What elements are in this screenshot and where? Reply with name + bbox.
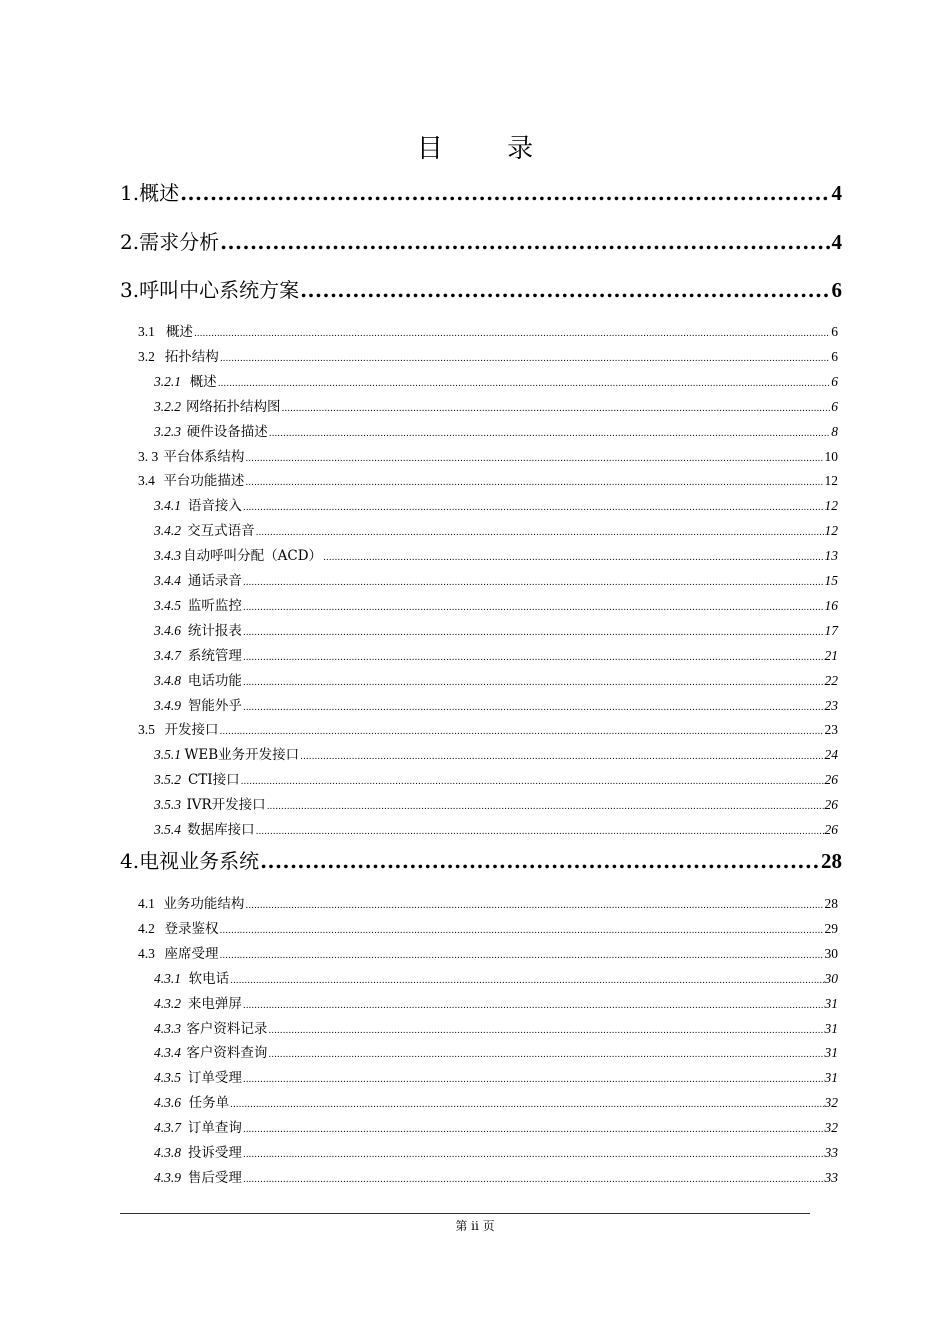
toc-entry-title: IVR开发接口 xyxy=(186,797,266,814)
toc-entry-title: 硬件设备描述 xyxy=(186,423,268,440)
toc-entry-level-3[interactable] xyxy=(154,1091,838,1111)
toc-entry-number: 4. xyxy=(120,849,140,873)
toc-leader-dots xyxy=(243,628,824,638)
toc-entry-title: 软电话 xyxy=(188,970,230,987)
toc-entry-title: 语音接入 xyxy=(187,498,242,515)
toc-entry-number: 1. xyxy=(120,181,140,205)
toc-entry-level-3[interactable] xyxy=(154,1041,838,1061)
toc-entry-number: 4.3.7 xyxy=(154,1120,181,1136)
toc-entry-title: 订单受理 xyxy=(187,1070,242,1087)
toc-entry-level-3[interactable] xyxy=(154,967,838,987)
toc-leader-dots xyxy=(243,1150,824,1160)
toc-entry-page-number: 31 xyxy=(824,995,838,1011)
toc-entry-title: 呼叫中心系统方案 xyxy=(139,278,300,302)
toc-entry-title: 监听监控 xyxy=(187,597,242,614)
toc-entry-level-1[interactable] xyxy=(120,845,842,874)
toc-entry-page-number: 26 xyxy=(824,822,838,837)
toc-entry-level-1[interactable] xyxy=(120,274,842,303)
toc-leader-dots xyxy=(323,553,823,563)
toc-entry-level-3[interactable] xyxy=(154,619,838,639)
toc-entry-page-number: 32 xyxy=(824,1120,838,1136)
toc-entry-page-number: 10 xyxy=(824,448,838,464)
toc-entry-number: 4.3.2 xyxy=(154,995,181,1011)
toc-entry-level-3[interactable] xyxy=(154,992,838,1012)
toc-entry-title: CTI接口 xyxy=(187,772,240,789)
toc-entry-page-number: 12 xyxy=(824,523,838,539)
toc-entry-level-3[interactable] xyxy=(154,395,838,415)
toc-entry-number: 4.3.6 xyxy=(154,1095,181,1111)
toc-entry-page-number: 6 xyxy=(831,348,838,364)
toc-entry-page-number: 31 xyxy=(824,1020,838,1036)
toc-entry-level-3[interactable] xyxy=(154,1166,838,1186)
toc-entry-level-3[interactable] xyxy=(154,1066,838,1086)
toc-entry-title: 来电弹屏 xyxy=(187,995,242,1012)
toc-entry-title: 投诉受理 xyxy=(187,1145,242,1161)
toc-entry-level-2[interactable] xyxy=(138,445,838,465)
toc-entry-level-3[interactable] xyxy=(154,594,838,614)
toc-entry-level-3[interactable] xyxy=(154,793,838,813)
toc-entry-title: 自动呼叫分配（ACD） xyxy=(183,548,323,565)
toc-leader-dots xyxy=(220,230,830,254)
toc-entry-number: 4.3.4 xyxy=(154,1045,181,1061)
toc-entry-title: 售后受理 xyxy=(187,1169,242,1186)
toc-entry-page-number: 33 xyxy=(824,1169,838,1185)
toc-entry-title: 拓扑结构 xyxy=(164,348,219,365)
toc-entry-level-2[interactable] xyxy=(138,345,838,365)
toc-entry-page-number: 23 xyxy=(824,722,838,738)
toc-entry-title: 订单查询 xyxy=(187,1120,242,1137)
toc-leader-dots xyxy=(243,1075,824,1085)
toc-entry-level-3[interactable] xyxy=(154,669,838,689)
toc-entry-title: 通话录音 xyxy=(187,573,242,589)
toc-entry-level-3[interactable] xyxy=(154,420,838,440)
toc-entry-title: 概述 xyxy=(189,373,217,390)
toc-entry-page-number: 13 xyxy=(824,548,838,564)
toc-entry-page-number: 33 xyxy=(824,1145,838,1160)
toc-leader-dots xyxy=(241,777,824,787)
toc-leader-dots xyxy=(243,1125,824,1135)
toc-entry-number: 3.5.4 xyxy=(154,822,181,837)
toc-leader-dots xyxy=(300,752,823,762)
toc-leader-dots xyxy=(256,827,824,837)
toc-entry-page-number: 4 xyxy=(831,181,842,205)
toc-entry-page-number: 6 xyxy=(831,398,838,414)
toc-entry-number: 4.3.8 xyxy=(154,1145,181,1160)
toc-leader-dots xyxy=(243,1001,824,1011)
toc-entry-level-3[interactable] xyxy=(154,1116,838,1136)
toc-leader-dots xyxy=(180,181,830,205)
toc-entry-page-number: 23 xyxy=(824,697,838,713)
toc-entry-number: 3. 3 xyxy=(138,448,159,464)
toc-leader-dots xyxy=(243,1175,824,1185)
toc-entry-title: 需求分析 xyxy=(139,230,220,254)
toc-entry-number: 3.2 xyxy=(138,348,155,364)
toc-entry-level-2[interactable] xyxy=(138,942,838,962)
toc-entry-page-number: 31 xyxy=(824,1070,838,1086)
toc-entry-page-number: 4 xyxy=(831,230,842,254)
toc-entry-level-2[interactable] xyxy=(138,892,838,912)
toc-leader-dots xyxy=(243,503,824,513)
toc-entry-title: 座席受理 xyxy=(164,945,219,962)
toc-entry-number: 3.2.1 xyxy=(154,373,181,389)
toc-leader-dots xyxy=(256,528,824,538)
toc-entry-number: 4.3 xyxy=(138,945,155,961)
toc-leader-dots xyxy=(245,478,823,488)
toc-entry-title: 统计报表 xyxy=(187,622,242,639)
toc-entry-number: 3.4.5 xyxy=(154,597,181,613)
toc-leader-dots xyxy=(268,1050,823,1060)
toc-entry-page-number: 17 xyxy=(824,622,838,638)
toc-leader-dots xyxy=(220,926,824,936)
toc-entry-level-2[interactable] xyxy=(138,320,838,340)
toc-entry-number: 3.5.2 xyxy=(154,772,181,788)
toc-entry-page-number: 15 xyxy=(824,573,838,588)
toc-entry-level-2[interactable] xyxy=(138,718,838,738)
toc-entry-title: 客户资料查询 xyxy=(186,1045,268,1062)
page-number-footer: 第 ii 页 xyxy=(455,1219,495,1233)
toc-leader-dots xyxy=(245,454,823,464)
toc-leader-dots xyxy=(194,329,830,339)
toc-leader-dots xyxy=(269,429,831,439)
toc-leader-dots xyxy=(300,278,830,302)
toc-entry-page-number: 6 xyxy=(831,324,838,339)
toc-leader-dots xyxy=(218,379,831,389)
toc-entry-title: 概述 xyxy=(165,324,193,340)
toc-leader-dots xyxy=(243,653,824,663)
toc-leader-dots xyxy=(220,727,824,737)
toc-entry-page-number: 8 xyxy=(831,423,838,439)
toc-entry-page-number: 30 xyxy=(824,970,838,986)
toc-entry-number: 3.4.7 xyxy=(154,647,181,663)
toc-entry-page-number: 32 xyxy=(824,1095,838,1111)
toc-entry-page-number: 30 xyxy=(824,945,838,961)
toc-entry-number: 3.4 xyxy=(138,473,155,489)
toc-entry-number: 3.4.6 xyxy=(154,622,181,638)
toc-entry-number: 3.4.8 xyxy=(154,672,181,688)
toc-entry-level-1[interactable] xyxy=(120,226,842,255)
toc-entry-number: 4.1 xyxy=(138,896,155,911)
toc-entry-page-number: 26 xyxy=(824,797,838,813)
toc-entry-title: 智能外乎 xyxy=(187,697,242,714)
toc-entry-level-3[interactable] xyxy=(154,494,838,514)
toc-entry-number: 3.2.3 xyxy=(154,423,181,439)
toc-title: 目 录 xyxy=(416,134,562,164)
toc-entry-level-3[interactable] xyxy=(154,818,838,838)
toc-entry-title: 交互式语音 xyxy=(187,523,255,540)
toc-entry-title: WEB业务开发接口 xyxy=(184,747,300,764)
toc-leader-dots xyxy=(243,578,824,588)
toc-entry-number: 3.4.4 xyxy=(154,573,181,588)
toc-entry-page-number: 16 xyxy=(824,597,838,613)
toc-entry-title: 概述 xyxy=(139,181,180,205)
toc-entry-page-number: 28 xyxy=(821,849,842,873)
toc-entry-title: 任务单 xyxy=(188,1095,230,1112)
toc-leader-dots xyxy=(230,1100,823,1110)
toc-entry-number: 3.4.1 xyxy=(154,498,181,514)
toc-entry-title: 平台功能描述 xyxy=(163,473,245,490)
toc-entry-number: 3.1 xyxy=(138,324,155,339)
toc-entry-level-1[interactable] xyxy=(120,177,842,206)
toc-leader-dots xyxy=(243,678,824,688)
toc-entry-page-number: 22 xyxy=(824,672,838,688)
toc-entry-page-number: 6 xyxy=(831,373,838,389)
toc-entry-number: 3.5.3 xyxy=(154,797,181,813)
toc-entry-level-3[interactable] xyxy=(154,694,838,714)
toc-entry-number: 3.4.9 xyxy=(154,697,181,713)
toc-entry-level-3[interactable] xyxy=(154,370,838,390)
toc-leader-dots xyxy=(230,976,823,986)
toc-entry-level-2[interactable] xyxy=(138,469,838,489)
toc-entry-number: 3. xyxy=(120,278,140,302)
toc-leader-dots xyxy=(260,849,820,873)
toc-entry-level-2[interactable] xyxy=(138,917,838,937)
toc-entry-page-number: 26 xyxy=(824,772,838,788)
toc-entry-level-3[interactable] xyxy=(154,519,838,539)
toc-entry-number: 4.3.5 xyxy=(154,1070,181,1086)
toc-entry-page-number: 6 xyxy=(831,278,842,302)
toc-entry-page-number: 31 xyxy=(824,1045,838,1061)
toc-entry-title: 电视业务系统 xyxy=(139,849,260,873)
toc-entry-title: 开发接口 xyxy=(164,722,219,739)
toc-entry-level-3[interactable] xyxy=(154,743,838,763)
toc-entry-level-3[interactable] xyxy=(154,768,838,788)
toc-entry-level-3[interactable] xyxy=(154,1017,838,1037)
toc-entry-page-number: 21 xyxy=(824,647,838,663)
toc-entry-level-3[interactable] xyxy=(154,644,838,664)
toc-entry-page-number: 29 xyxy=(824,920,838,936)
toc-leader-dots xyxy=(220,951,824,961)
toc-entry-page-number: 12 xyxy=(824,498,838,514)
toc-entry-number: 4.3.9 xyxy=(154,1169,181,1185)
toc-entry-page-number: 28 xyxy=(824,896,838,911)
toc-entry-title: 客户资料记录 xyxy=(186,1020,268,1037)
toc-entry-level-3[interactable] xyxy=(154,544,838,564)
toc-entry-number: 2. xyxy=(120,230,140,254)
toc-entry-page-number: 12 xyxy=(824,473,838,489)
toc-leader-dots xyxy=(268,1026,823,1036)
toc-entry-number: 3.4.2 xyxy=(154,523,181,539)
toc-entry-title: 系统管理 xyxy=(187,647,242,664)
toc-entry-number: 3.2.2 xyxy=(154,398,181,414)
toc-leader-dots xyxy=(243,703,824,713)
toc-entry-number: 3.5.1 xyxy=(154,747,181,763)
toc-entry-number: 4.3.1 xyxy=(154,970,181,986)
toc-entry-title: 网络拓扑结构图 xyxy=(185,398,281,415)
toc-entry-number: 4.3.3 xyxy=(154,1020,181,1036)
toc-entry-level-3[interactable] xyxy=(154,1141,838,1161)
toc-entry-page-number: 24 xyxy=(824,747,838,763)
toc-leader-dots xyxy=(220,354,830,364)
toc-entry-title: 登录鉴权 xyxy=(164,920,219,937)
toc-entry-level-3[interactable] xyxy=(154,569,838,589)
toc-entry-title: 数据库接口 xyxy=(187,822,255,838)
toc-entry-title: 业务功能结构 xyxy=(163,896,245,912)
toc-leader-dots xyxy=(281,404,830,414)
footer-divider xyxy=(120,1213,810,1214)
toc-leader-dots xyxy=(267,802,824,812)
toc-leader-dots xyxy=(245,901,823,911)
toc-entry-number: 3.5 xyxy=(138,722,155,738)
toc-entry-number: 3.4.3 xyxy=(154,548,181,564)
toc-leader-dots xyxy=(243,603,824,613)
toc-entry-title: 电话功能 xyxy=(187,672,242,689)
toc-entry-number: 4.2 xyxy=(138,920,155,936)
toc-entry-title: 平台体系结构 xyxy=(163,448,245,465)
